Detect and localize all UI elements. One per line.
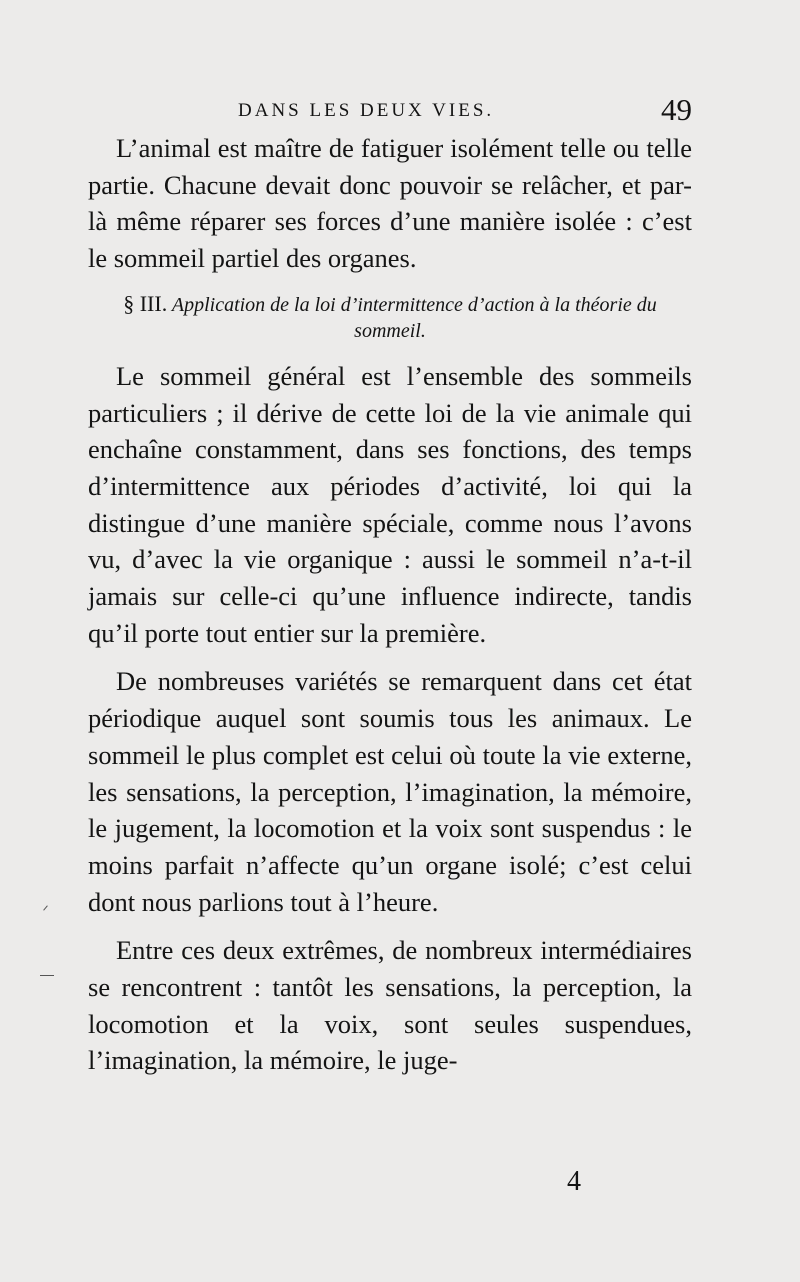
- section-title: Application de la loi d’intermittence d’action à la théorie du sommeil.: [171, 293, 657, 342]
- margin-tick-mark: [40, 975, 54, 976]
- paragraph-3: De nombreuses variétés se remarquent dans cet état périodique auquel sont soumis tous les animaux. Le sommeil le plus complet est celui où toute la vie externe, les sensations, la perception, l’imagination, la mémoire, le jugement, la locomotion et la voix sont suspendus : le moins parfait n’affecte qu’un organe isolé; c’est celui dont nous parlions tout à l’heure.: [88, 666, 692, 917]
- body-text: [88, 130, 692, 1079]
- margin-tick-mark: [43, 905, 48, 910]
- page-number: 49: [661, 92, 692, 127]
- running-head: DANS LES DEUX VIES.: [238, 100, 495, 121]
- paragraph-2: Le sommeil général est l’ensemble des sommeils particuliers ; il dérive de cette loi de la vie animale qui enchaîne constamment, dans ses fonctions, des temps d’intermittence aux périodes d’activité, loi qui la distingue d’une manière spéciale, comme nous l’avons vu, d’avec la vie organique : aussi le sommeil n’a-t-il jamais sur celle-ci qu’une influence indirecte, tandis qu’il porte tout entier sur la première.: [88, 360, 692, 648]
- section-number: § III.: [123, 290, 168, 316]
- paragraph-1: L’animal est maître de fatiguer isolément telle ou telle partie. Chacune devait donc pouvoir se relâcher, et par-là même réparer ses forces d’une manière isolée : c’est le sommeil partiel des organes.: [88, 133, 692, 274]
- paragraph-4: Entre ces deux extrêmes, de nombreux intermédiaires se rencontrent : tantôt les sensations, la perception, la locomotion et la voix, sont seules suspendues, l’imagination, la mémoire, le juge-: [88, 935, 692, 1076]
- section-heading: [88, 291, 692, 344]
- page-header: [88, 92, 690, 132]
- signature-mark: 4: [567, 1166, 581, 1197]
